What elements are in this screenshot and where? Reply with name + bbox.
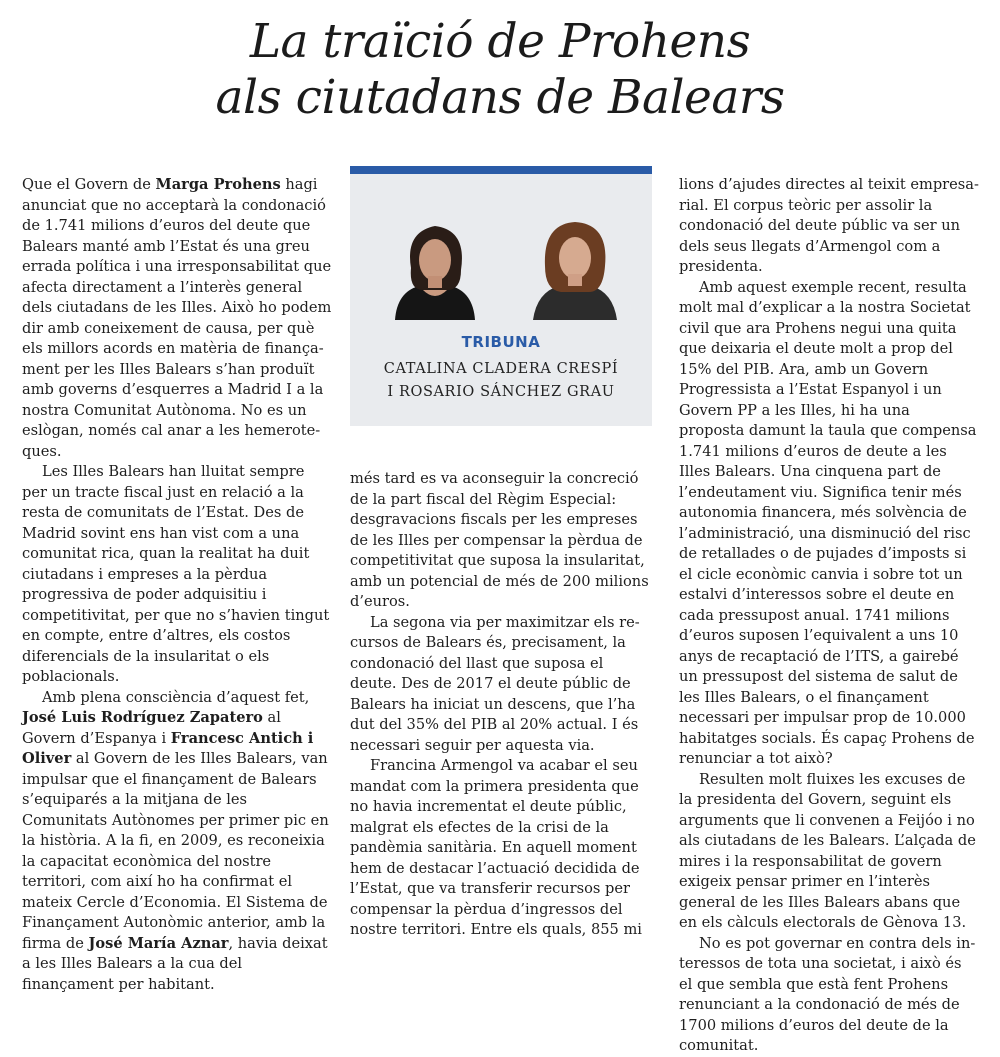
author-line-2: I ROSARIO SÁNCHEZ GRAU — [387, 384, 615, 400]
person-name: Francesc Antich i Oliver — [22, 729, 314, 767]
article-column-3 — [679, 175, 979, 1057]
author-line-1: CATALINA CLADERA CRESPÍ — [383, 361, 619, 377]
paragraph: Francina Armengol va acabar el seu mandat com la primera presidenta que no havia incrementat el deute públic, malgrat els efectes de la crisi de la pandèmia sanitària. En aquell moment hem de destacar l’actuació decidida de l’Estat, que va transferir recursos per compensar la pèrdua d’ingressos del nostre territori. Entre els quals, 855 mi — [350, 757, 642, 938]
headline-line-2: als ciutadans de Balears — [215, 70, 785, 125]
person-name: José Luis Rodríguez Zapatero — [22, 709, 263, 726]
paragraph: La segona via per maximitzar els recursos de Balears és, precisament, la condonació del llast que suposa el deute. Des de 2017 el deute públic de Balears ha iniciat un descens, que l’ha dut del 35% del PIB al 20% actual. I és necessari seguir per aquesta via. — [350, 613, 640, 754]
article-column-1 — [22, 175, 332, 995]
paragraph: Amb plena consciència d’aquest fet, José Luis Rodríguez Zapatero al Govern d’Espanya i Francesc Antich i Oliver al Govern de les Illes Balears, van impulsar que el finançament de Balears s’equiparés a la mitjana de les Comunitats Autònomes per primer pic en la història. A la fi, en 2009, es reconeixia la capacitat econòmica del nostre territori, com així ho ha confirmat el mateix Cercle d’Economia. El Sistema de Finançament Autonòmic anterior, amb la firma de José María Aznar, havia deixat a les Illes Balears a la cua del finançament per habitant. — [22, 688, 329, 993]
headline — [0, 14, 1000, 126]
paragraph: Resulten molt fluixes les excuses de la presidenta del Govern, seguint els arguments que li convenen a Feijóo i no als ciutadans de les Balears. L’alçada de mires i la responsabilitat de govern exigeix pensar primer en l’interès general de les Illes Balears abans que en els càlculs electorals de Gènova 13. — [679, 770, 976, 931]
author-photo-cladera — [375, 210, 495, 320]
person-name: José María Aznar — [88, 934, 229, 952]
paragraph: Les Illes Balears han lluitat sempre per un tracte fiscal just en relació a la resta de comunitats de l’Estat. Des de Madrid sovint ens han vist com a una comunitat rica, quan la realitat ha duit ciutadans i empreses a la pèrdua progressiva de poder adquisitiu i competitivitat, per que no s’havien tingut en compte, entre d’altres, els costos diferencials de la insularitat o els poblacionals. — [22, 463, 330, 685]
article-column-2 — [350, 469, 650, 941]
author-photo-sanchez — [515, 210, 635, 320]
paragraph: No es pot governar en contra dels interessos de tota una societat, i això és el que sembla que està fent Prohens renunciant a la condonació de més de 1700 milions d’euros del deute de la comunitat. — [679, 934, 976, 1054]
headline-line-1: La traïció de Prohens — [249, 14, 751, 69]
author-panel — [350, 166, 652, 426]
paragraph: lions d’ajudes directes al teixit empresarial. El corpus teòric per assolir la condonació del deute públic va ser un dels seus llegats d’Armengol com a presidenta. — [679, 176, 979, 275]
person-name: Marga Prohens — [155, 176, 281, 193]
section-kicker: TRIBUNA — [461, 333, 541, 351]
paragraph: Amb aquest exemple recent, resulta molt mal d’explicar a la nostra Societat civil que ara Prohens negui una quita que deixaria el deute molt a prop del 15% del PIB. Ara, amb un Govern Progressista a l’Estat Espanyol i un Govern PP a les Illes, hi ha una proposta damunt la taula que compensa 1.741 milions d’euros de deute a les Illes Balears. Una cinquena part de l’endeutament viu. Significa tenir més autonomia financera, més solvència de l’administració, una disminució del risc de retallades o de pujades d’imposts si el cicle econòmic canvia i sobre tot un estalvi d’interessos sobre el deute en cada pressupost anual. 1741 milions d’euros suposen l’equivalent a uns 10 anys de recaptació de l’ITS, a gairebé un pressupost del sistema de salut de les Illes Balears, o el finançament necessari per impulsar prop de 10.000 habitatges socials. És capaç Prohens de renunciar a tot això? — [679, 278, 977, 767]
paragraph: més tard es va aconseguir la concreció de la part fiscal del Règim Especial: desgravacions fiscals per les empreses de les Illes per compensar la pèrdua de competitivitat que suposa la insularitat, amb un potencial de més de 200 milions d’euros. — [350, 470, 649, 610]
paragraph: Que el Govern de Marga Prohens hagi anunciat que no acceptarà la condonació de 1.741 milions d’euros del deute que Balears manté amb l’Estat és una greu errada política i una irresponsabilitat que afecta directament a l’interès general dels ciutadans de les Illes. Això ho podem dir amb coneixement de causa, per què els millors acords en matèria de finançament per les Illes Balears s’han produït amb governs d’esquerres a Madrid I a la nostra Comunitat Autònoma. No es un eslògan, només cal anar a les hemeroteques. — [22, 176, 332, 460]
